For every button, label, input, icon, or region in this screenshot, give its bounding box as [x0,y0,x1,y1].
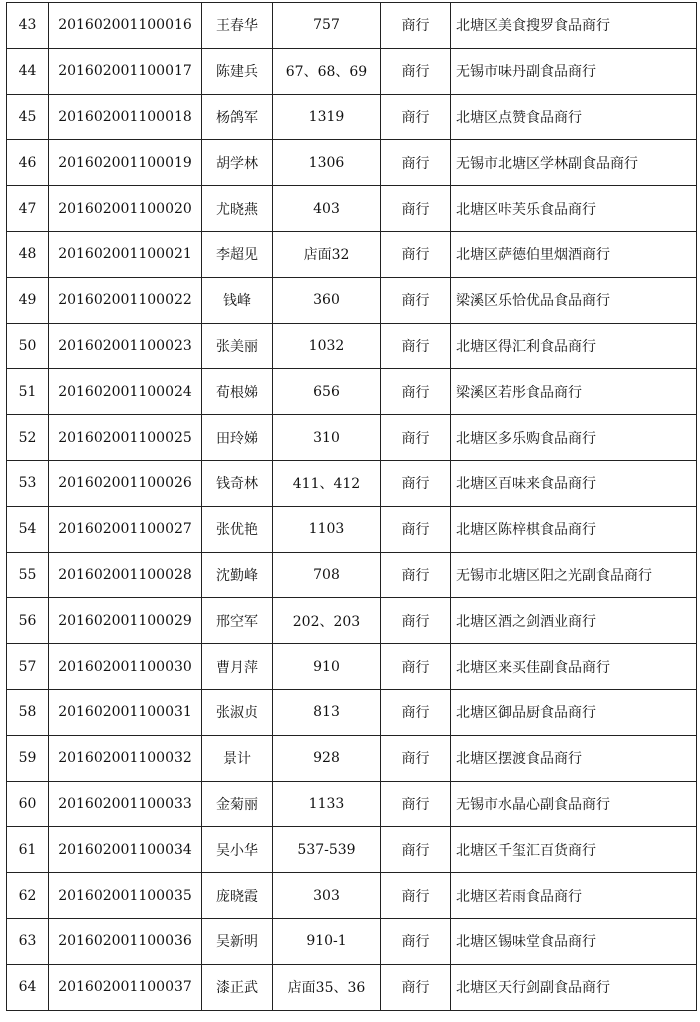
business-type: 商行 [381,460,451,506]
booth-number: 1319 [273,94,381,140]
business-name: 梁溪区若彤食品商行 [451,369,697,415]
business-type: 商行 [381,186,451,232]
business-type: 商行 [381,323,451,369]
registration-code: 201602001100025 [49,415,202,461]
table-row [7,918,697,964]
row-number: 51 [7,369,49,415]
table-row [7,48,697,94]
registration-code: 201602001100037 [49,964,202,1010]
booth-number: 店面32 [273,231,381,277]
booth-number: 813 [273,689,381,735]
row-number: 52 [7,415,49,461]
row-number: 61 [7,827,49,873]
business-name: 无锡市北塘区学林副食品商行 [451,140,697,186]
registration-code: 201602001100036 [49,918,202,964]
business-name: 无锡市北塘区阳之光副食品商行 [451,552,697,598]
person-name: 荀根娣 [202,369,273,415]
registration-code: 201602001100022 [49,277,202,323]
row-number: 53 [7,460,49,506]
table-row [7,827,697,873]
table-row [7,277,697,323]
booth-number: 1103 [273,506,381,552]
table-row [7,964,697,1010]
table-row [7,94,697,140]
registration-code: 201602001100032 [49,735,202,781]
business-name: 北塘区萨德伯里烟酒商行 [451,231,697,277]
registration-code: 201602001100020 [49,186,202,232]
row-number: 60 [7,781,49,827]
person-name: 陈建兵 [202,48,273,94]
registration-code: 201602001100018 [49,94,202,140]
person-name: 曹月萍 [202,644,273,690]
booth-number: 310 [273,415,381,461]
registration-code: 201602001100027 [49,506,202,552]
business-type: 商行 [381,873,451,919]
table-row [7,781,697,827]
registration-code: 201602001100031 [49,689,202,735]
business-name: 北塘区来买佳副食品商行 [451,644,697,690]
booth-number: 411、412 [273,460,381,506]
business-name: 梁溪区乐恰优品食品商行 [451,277,697,323]
business-type: 商行 [381,735,451,781]
table-row [7,506,697,552]
person-name: 田玲娣 [202,415,273,461]
business-type: 商行 [381,140,451,186]
business-name: 北塘区酒之剑酒业商行 [451,598,697,644]
row-number: 63 [7,918,49,964]
registration-code: 201602001100033 [49,781,202,827]
business-type: 商行 [381,781,451,827]
row-number: 62 [7,873,49,919]
row-number: 50 [7,323,49,369]
business-name: 北塘区御品厨食品商行 [451,689,697,735]
table-row [7,323,697,369]
person-name: 杨鸽军 [202,94,273,140]
person-name: 庞晓霞 [202,873,273,919]
person-name: 张优艳 [202,506,273,552]
row-number: 54 [7,506,49,552]
booth-number: 910-1 [273,918,381,964]
booth-number: 1133 [273,781,381,827]
booth-number: 店面35、36 [273,964,381,1010]
table-row [7,231,697,277]
row-number: 55 [7,552,49,598]
registration-code: 201602001100028 [49,552,202,598]
business-type: 商行 [381,369,451,415]
merchant-table [6,2,697,1011]
table-row [7,460,697,506]
business-name: 北塘区陈梓棋食品商行 [451,506,697,552]
table-body [7,3,697,1011]
business-type: 商行 [381,918,451,964]
business-name: 北塘区咔芙乐食品商行 [451,186,697,232]
row-number: 49 [7,277,49,323]
registration-code: 201602001100016 [49,3,202,49]
person-name: 尤晓燕 [202,186,273,232]
booth-number: 403 [273,186,381,232]
registration-code: 201602001100024 [49,369,202,415]
business-name: 无锡市味丹副食品商行 [451,48,697,94]
business-type: 商行 [381,231,451,277]
person-name: 景计 [202,735,273,781]
person-name: 邢空军 [202,598,273,644]
person-name: 胡学林 [202,140,273,186]
registration-code: 201602001100019 [49,140,202,186]
business-name: 北塘区摆渡食品商行 [451,735,697,781]
table-row [7,186,697,232]
booth-number: 360 [273,277,381,323]
business-name: 北塘区百味来食品商行 [451,460,697,506]
row-number: 44 [7,48,49,94]
business-name: 北塘区锡味堂食品商行 [451,918,697,964]
row-number: 47 [7,186,49,232]
business-type: 商行 [381,506,451,552]
person-name: 漆正武 [202,964,273,1010]
business-name: 无锡市水晶心副食品商行 [451,781,697,827]
booth-number: 202、203 [273,598,381,644]
business-name: 北塘区若雨食品商行 [451,873,697,919]
person-name: 张淑贞 [202,689,273,735]
business-type: 商行 [381,552,451,598]
person-name: 金菊丽 [202,781,273,827]
registration-code: 201602001100030 [49,644,202,690]
business-name: 北塘区点赞食品商行 [451,94,697,140]
row-number: 43 [7,3,49,49]
business-type: 商行 [381,48,451,94]
booth-number: 656 [273,369,381,415]
booth-number: 1306 [273,140,381,186]
person-name: 王春华 [202,3,273,49]
table-row [7,3,697,49]
registration-code: 201602001100021 [49,231,202,277]
booth-number: 928 [273,735,381,781]
business-type: 商行 [381,415,451,461]
table-row [7,598,697,644]
person-name: 吴新明 [202,918,273,964]
booth-number: 708 [273,552,381,598]
row-number: 59 [7,735,49,781]
table-row [7,735,697,781]
booth-number: 67、68、69 [273,48,381,94]
row-number: 48 [7,231,49,277]
booth-number: 1032 [273,323,381,369]
business-type: 商行 [381,3,451,49]
business-type: 商行 [381,689,451,735]
table-row [7,689,697,735]
business-type: 商行 [381,94,451,140]
business-name: 北塘区天行剑副食品商行 [451,964,697,1010]
row-number: 57 [7,644,49,690]
registration-code: 201602001100029 [49,598,202,644]
business-name: 北塘区得汇利食品商行 [451,323,697,369]
business-name: 北塘区美食搜罗食品商行 [451,3,697,49]
row-number: 64 [7,964,49,1010]
row-number: 45 [7,94,49,140]
booth-number: 757 [273,3,381,49]
business-type: 商行 [381,277,451,323]
person-name: 吴小华 [202,827,273,873]
person-name: 张美丽 [202,323,273,369]
table-row [7,140,697,186]
booth-number: 910 [273,644,381,690]
booth-number: 303 [273,873,381,919]
row-number: 46 [7,140,49,186]
table-row [7,644,697,690]
registration-code: 201602001100026 [49,460,202,506]
registration-code: 201602001100035 [49,873,202,919]
registration-code: 201602001100034 [49,827,202,873]
booth-number: 537-539 [273,827,381,873]
registration-code: 201602001100023 [49,323,202,369]
business-type: 商行 [381,964,451,1010]
registration-code: 201602001100017 [49,48,202,94]
business-type: 商行 [381,598,451,644]
business-type: 商行 [381,644,451,690]
table-row [7,369,697,415]
person-name: 沈勤峰 [202,552,273,598]
table-row [7,552,697,598]
business-name: 北塘区千玺汇百货商行 [451,827,697,873]
person-name: 李超见 [202,231,273,277]
business-type: 商行 [381,827,451,873]
table-row [7,873,697,919]
person-name: 钱奇林 [202,460,273,506]
business-name: 北塘区多乐购食品商行 [451,415,697,461]
row-number: 58 [7,689,49,735]
person-name: 钱峰 [202,277,273,323]
row-number: 56 [7,598,49,644]
table-row [7,415,697,461]
